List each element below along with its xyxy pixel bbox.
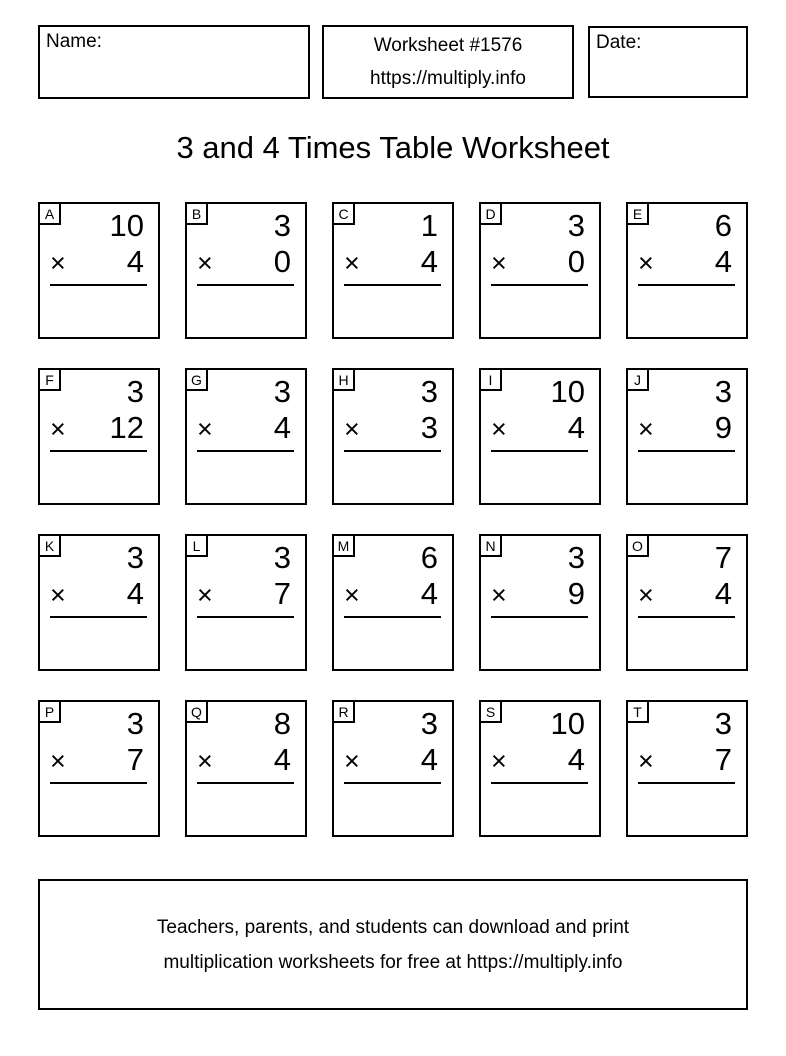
- answer-space: [40, 286, 158, 338]
- multiply-icon: ×: [50, 248, 66, 278]
- multiply-icon: ×: [638, 580, 654, 610]
- multiply-icon: ×: [638, 746, 654, 776]
- worksheet-url: https://multiply.info: [370, 68, 526, 89]
- problem-box-d: [479, 202, 601, 339]
- problem-box-c: [332, 202, 454, 339]
- multiply-icon: ×: [344, 248, 360, 278]
- answer-space: [187, 452, 305, 504]
- problem-letter: H: [332, 368, 355, 391]
- multiply-icon: ×: [491, 248, 507, 278]
- worksheet-number: Worksheet #1576: [373, 35, 523, 56]
- problem-letter: S: [479, 700, 502, 723]
- problem-box-b: [185, 202, 307, 339]
- problem-box-e: [626, 202, 748, 339]
- answer-space: [40, 784, 158, 836]
- answer-space: [481, 618, 599, 670]
- multiply-icon: ×: [638, 248, 654, 278]
- multiply-icon: ×: [197, 414, 213, 444]
- problem-box-j: [626, 368, 748, 505]
- multiplier: 4: [420, 576, 438, 611]
- multiplicand: 3: [420, 374, 438, 409]
- multiplicand: 10: [550, 374, 585, 409]
- multiplier: 4: [420, 244, 438, 279]
- problem-box-r: [332, 700, 454, 837]
- multiplicand: 3: [567, 208, 585, 243]
- problem-box-l: [185, 534, 307, 671]
- multiply-icon: ×: [50, 414, 66, 444]
- multiplicand: 3: [273, 208, 291, 243]
- multiply-icon: ×: [491, 746, 507, 776]
- problem-letter: B: [185, 202, 208, 225]
- multiplier: 7: [273, 576, 291, 611]
- multiplicand: 6: [714, 208, 732, 243]
- multiplicand: 10: [550, 706, 585, 741]
- answer-space: [40, 618, 158, 670]
- problem-letter: A: [38, 202, 61, 225]
- problem-letter: I: [479, 368, 502, 391]
- multiplier: 4: [567, 742, 585, 777]
- problem-box-i: [479, 368, 601, 505]
- answer-space: [481, 452, 599, 504]
- problem-letter: O: [626, 534, 649, 557]
- answer-space: [187, 286, 305, 338]
- multiplicand: 3: [273, 374, 291, 409]
- multiplicand: 8: [273, 706, 291, 741]
- multiplier: 4: [126, 576, 144, 611]
- multiplier: 4: [567, 410, 585, 445]
- answer-space: [628, 286, 746, 338]
- problem-letter: E: [626, 202, 649, 225]
- answer-space: [187, 784, 305, 836]
- multiply-icon: ×: [344, 746, 360, 776]
- multiplicand: 3: [567, 540, 585, 575]
- name-field-box: [38, 25, 310, 99]
- answer-space: [628, 618, 746, 670]
- date-field-box: [588, 26, 748, 98]
- multiply-icon: ×: [491, 580, 507, 610]
- problem-box-f: [38, 368, 160, 505]
- multiplier: 4: [273, 410, 291, 445]
- problem-box-p: [38, 700, 160, 837]
- multiply-icon: ×: [197, 248, 213, 278]
- multiplier: 9: [714, 410, 732, 445]
- multiply-icon: ×: [50, 580, 66, 610]
- multiplier: 7: [714, 742, 732, 777]
- multiplicand: 3: [126, 540, 144, 575]
- name-label: Name:: [46, 31, 102, 52]
- answer-space: [40, 452, 158, 504]
- multiplicand: 10: [109, 208, 144, 243]
- multiplier: 4: [273, 742, 291, 777]
- footer-notice-box: [38, 879, 748, 1010]
- multiply-icon: ×: [197, 580, 213, 610]
- multiplicand: 6: [420, 540, 438, 575]
- answer-space: [628, 784, 746, 836]
- multiply-icon: ×: [50, 746, 66, 776]
- problem-letter: J: [626, 368, 649, 391]
- multiplicand: 3: [273, 540, 291, 575]
- problem-box-k: [38, 534, 160, 671]
- multiplier: 7: [126, 742, 144, 777]
- answer-space: [481, 784, 599, 836]
- problem-letter: D: [479, 202, 502, 225]
- problem-letter: R: [332, 700, 355, 723]
- problem-letter: C: [332, 202, 355, 225]
- multiplicand: 3: [714, 374, 732, 409]
- multiply-icon: ×: [638, 414, 654, 444]
- date-label: Date:: [596, 32, 642, 53]
- page-title: 3 and 4 Times Table Worksheet: [176, 130, 610, 165]
- problem-box-s: [479, 700, 601, 837]
- worksheet-info-box: [322, 25, 574, 99]
- answer-space: [481, 286, 599, 338]
- footer-line-2: multiplication worksheets for free at https://multiply.info: [163, 951, 623, 973]
- answer-space: [334, 286, 452, 338]
- answer-space: [334, 618, 452, 670]
- problem-letter: T: [626, 700, 649, 723]
- multiplier: 4: [420, 742, 438, 777]
- problem-box-q: [185, 700, 307, 837]
- multiplicand: 1: [420, 208, 438, 243]
- problem-letter: G: [185, 368, 208, 391]
- multiply-icon: ×: [491, 414, 507, 444]
- multiplier: 0: [273, 244, 291, 279]
- problem-box-t: [626, 700, 748, 837]
- multiplier: 4: [714, 576, 732, 611]
- multiply-icon: ×: [344, 580, 360, 610]
- answer-space: [334, 784, 452, 836]
- multiplier: 9: [567, 576, 585, 611]
- problem-box-a: [38, 202, 160, 339]
- problem-letter: K: [38, 534, 61, 557]
- multiplicand: 3: [126, 706, 144, 741]
- multiply-icon: ×: [344, 414, 360, 444]
- answer-space: [187, 618, 305, 670]
- multiplier: 0: [567, 244, 585, 279]
- problem-box-h: [332, 368, 454, 505]
- footer-line-1: Teachers, parents, and students can download and print: [156, 916, 630, 938]
- problem-box-o: [626, 534, 748, 671]
- multiplier: 12: [109, 410, 144, 445]
- multiply-icon: ×: [197, 746, 213, 776]
- problem-letter: P: [38, 700, 61, 723]
- multiplier: 3: [420, 410, 438, 445]
- problem-letter: L: [185, 534, 208, 557]
- multiplier: 4: [714, 244, 732, 279]
- problem-box-g: [185, 368, 307, 505]
- multiplicand: 3: [420, 706, 438, 741]
- problem-letter: N: [479, 534, 502, 557]
- problem-letter: M: [332, 534, 355, 557]
- answer-space: [334, 452, 452, 504]
- problem-letter: F: [38, 368, 61, 391]
- multiplicand: 7: [714, 540, 732, 575]
- answer-space: [628, 452, 746, 504]
- problems-grid: [38, 202, 748, 837]
- problem-box-n: [479, 534, 601, 671]
- multiplier: 4: [126, 244, 144, 279]
- problem-letter: Q: [185, 700, 208, 723]
- problem-box-m: [332, 534, 454, 671]
- multiplicand: 3: [126, 374, 144, 409]
- multiplicand: 3: [714, 706, 732, 741]
